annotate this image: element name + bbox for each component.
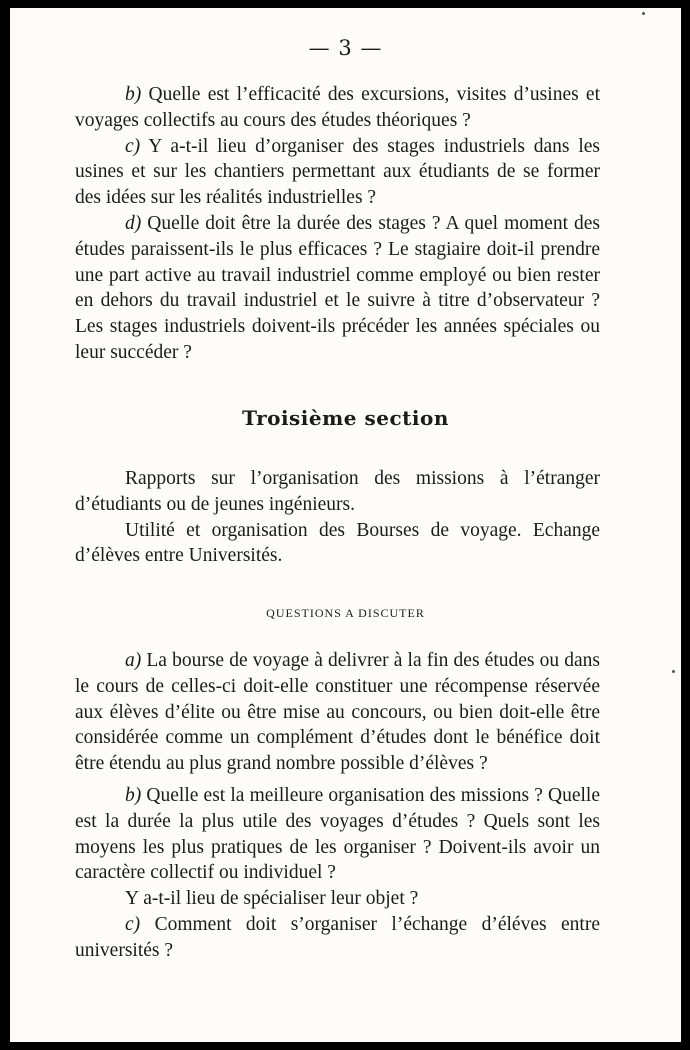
paragraph-c — [75, 912, 600, 964]
item-letter: b) — [125, 784, 142, 806]
paragraph-text: Quelle est la meilleure organisation des missions ? Quelle est la durée la plus utile des voyages d’études ? Quels sont les moyens les plus pratiques de les organiser ? Doivent-ils avoir un caractère collectif ou individuel ? — [75, 784, 600, 884]
item-letter: c) — [125, 135, 141, 157]
section-title: Troisième section — [242, 406, 449, 430]
item-letter: c) — [125, 913, 141, 935]
paragraph-text: Y a-t-il lieu d’organiser des stages industriels dans les usines et sur les chantiers permettant aux étudiants de se former des idées sur les réalités industrielles ? — [75, 135, 600, 209]
paper-speck — [642, 12, 645, 15]
paragraph-text: La bourse de voyage à delivrer à la fin des études ou dans le cours de celles-ci doit-elle constituer une récompense réservée aux élèves d’élite ou être mise au concours, ou bien doit-elle être considérée comme un complément d’études dont le bénéfice doit être étendu au plus grand nombre possible d’élèves ? — [75, 650, 600, 775]
item-letter: b) — [125, 84, 142, 105]
page-number: — 3 — — [308, 36, 383, 60]
paragraph-text: Quelle doit être la durée des stages ? A quel moment des études paraissent-ils le plus efficaces ? Le stagiaire doit-il prendre une part active au travail industriel comme employé ou bien rester en dehors du travail industriel et le suivre à titre d’observateur ? Les stages industriels doivent-ils précéder les années spéciales ou leur succéder ? — [75, 212, 600, 363]
paragraph-b — [75, 82, 600, 134]
paragraph-text: Comment doit s’organiser l’échange d’éléves entre universités ? — [75, 913, 600, 961]
paragraph-d — [75, 211, 600, 366]
paragraph-a — [75, 648, 600, 777]
paragraph-text: Quelle est l’efficacité des excursions, visites d’usines et voyages collectifs au cours des études théoriques ? — [75, 84, 600, 131]
questions-heading: QUESTIONS A DISCUTER — [266, 606, 425, 620]
paragraph-text: Y a-t-il lieu de spécialiser leur objet ? — [125, 888, 419, 910]
document-page — [10, 8, 681, 1042]
item-letter: d) — [125, 212, 142, 234]
paragraph-rapports: Rapports sur l’organisation des missions à l’étranger d’étudiants ou de jeunes ingénieurs. — [75, 468, 600, 515]
item-letter: a) — [125, 650, 142, 671]
paper-speck — [672, 670, 675, 673]
paragraph-c — [75, 134, 600, 211]
section-description — [75, 466, 600, 569]
paragraph-utilite: Utilité et organisation des Bourses de voyage. Echange d’élèves entre Universités. — [75, 519, 600, 567]
paragraph-b — [75, 783, 600, 886]
questions-block-2 — [75, 648, 600, 964]
paragraph-y — [75, 886, 600, 912]
questions-block-1 — [75, 82, 600, 366]
